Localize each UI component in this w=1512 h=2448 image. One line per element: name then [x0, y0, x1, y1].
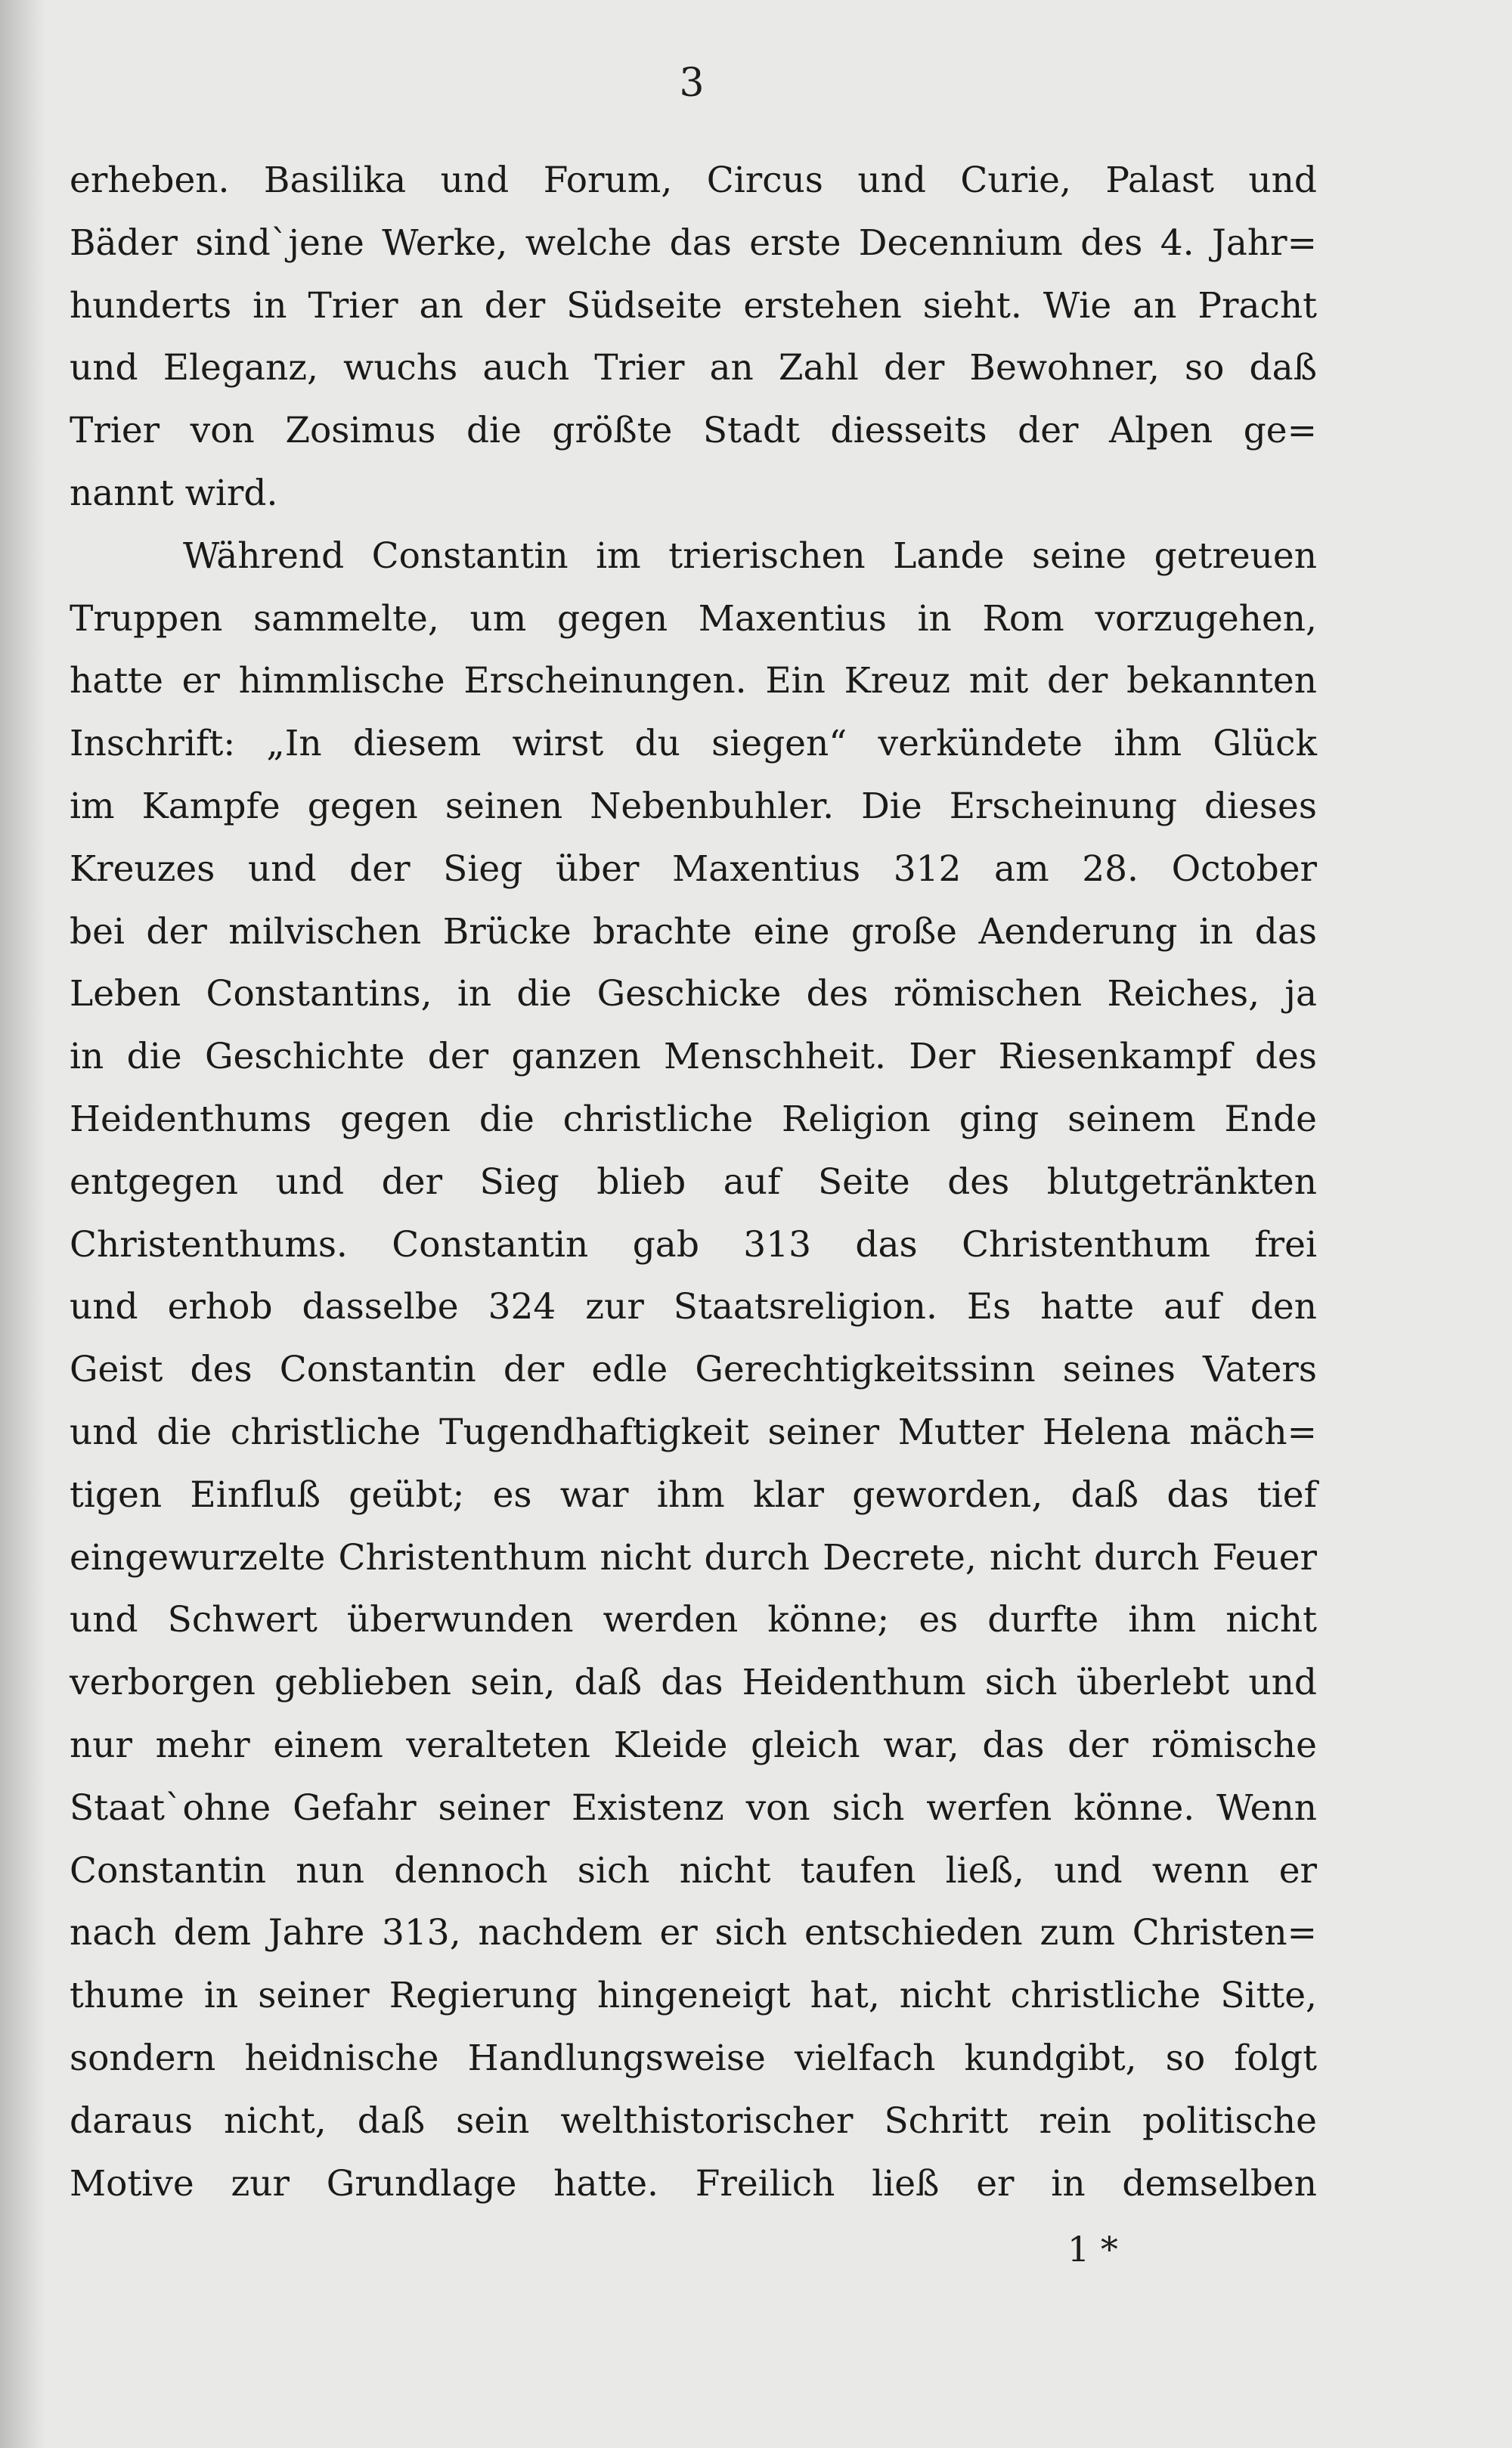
body-text [70, 150, 1317, 2215]
text-line: in die Geschichte der ganzen Menschheit. Der Riesenkampf des [70, 1036, 1317, 1078]
text-line: Leben Constantins, in die Geschicke des römischen Reiches, ja [70, 973, 1317, 1015]
text-line: und die christliche Tugendhaftigkeit seiner Mutter Helena mäch= [70, 1411, 1317, 1453]
text-line: bei der milvischen Brücke brachte eine große Aenderung in das [70, 910, 1317, 953]
text-line: Christenthums. Constantin gab 313 das Christenthum frei [70, 1223, 1317, 1266]
text-line: und Eleganz, wuchs auch Trier an Zahl der Bewohner, so daß [70, 347, 1317, 389]
page-number: 3 [679, 60, 705, 106]
text-line: thume in seiner Regierung hingeneigt hat, nicht christliche Sitte, [70, 1975, 1317, 2017]
text-line: Während Constantin im trierischen Lande seine getreuen [183, 535, 1317, 577]
text-line: Truppen sammelte, um gegen Maxentius in Rom vorzugehen, [70, 597, 1317, 640]
text-line: Constantin nun dennoch sich nicht taufen ließ, und wenn er [70, 1849, 1317, 1892]
text-line: im Kampfe gegen seinen Nebenbuhler. Die Erscheinung dieses [70, 785, 1317, 827]
text-line: tigen Einfluß geübt; es war ihm klar geworden, daß das tief [70, 1473, 1317, 1516]
text-line: daraus nicht, daß sein welthistorischer Schritt rein politische [70, 2099, 1317, 2142]
text-line: nach dem Jahre 313, nachdem er sich entschieden zum Christen= [70, 1912, 1317, 1954]
signature-mark: 1 * [1067, 2229, 1118, 2270]
text-line: und Schwert überwunden werden könne; es durfte ihm nicht [70, 1599, 1317, 1641]
text-line: Trier von Zosimus die größte Stadt diesseits der Alpen ge= [70, 410, 1317, 452]
page-spine-shadow [0, 0, 45, 2448]
text-line: Heidenthums gegen die christliche Religion ging seinem Ende [70, 1098, 1317, 1140]
text-line: Motive zur Grundlage hatte. Freilich ließ er in demselben [70, 2162, 1317, 2205]
text-line: Bäder sind`jene Werke, welche das erste Decennium des 4. Jahr= [70, 222, 1317, 264]
text-line: nur mehr einem veralteten Kleide gleich war, das der römische [70, 1724, 1317, 1766]
text-line: entgegen und der Sieg blieb auf Seite des blutgetränkten [70, 1160, 1317, 1203]
text-line: Geist des Constantin der edle Gerechtigkeitssinn seines Vaters [70, 1349, 1317, 1391]
text-line: Kreuzes und der Sieg über Maxentius 312 am 28. October [70, 848, 1317, 890]
text-line: nannt wird. [70, 472, 278, 514]
text-line: und erhob dasselbe 324 zur Staatsreligion. Es hatte auf den [70, 1286, 1317, 1328]
text-line: hatte er himmlische Erscheinungen. Ein Kreuz mit der bekannten [70, 660, 1317, 702]
text-line: verborgen geblieben sein, daß das Heidenthum sich überlebt und [70, 1662, 1317, 1704]
text-line: eingewurzelte Christenthum nicht durch Decrete, nicht durch Feuer [70, 1536, 1317, 1579]
text-line: Staat`ohne Gefahr seiner Existenz von sich werfen könne. Wenn [70, 1786, 1317, 1829]
text-line: sondern heidnische Handlungsweise vielfach kundgibt, so folgt [70, 2037, 1317, 2079]
text-line: Inschrift: „In diesem wirst du siegen“ verkündete ihm Glück [70, 723, 1317, 765]
text-line: hunderts in Trier an der Südseite erstehen sieht. Wie an Pracht [70, 284, 1317, 327]
text-line: erheben. Basilika und Forum, Circus und Curie, Palast und [70, 160, 1317, 201]
